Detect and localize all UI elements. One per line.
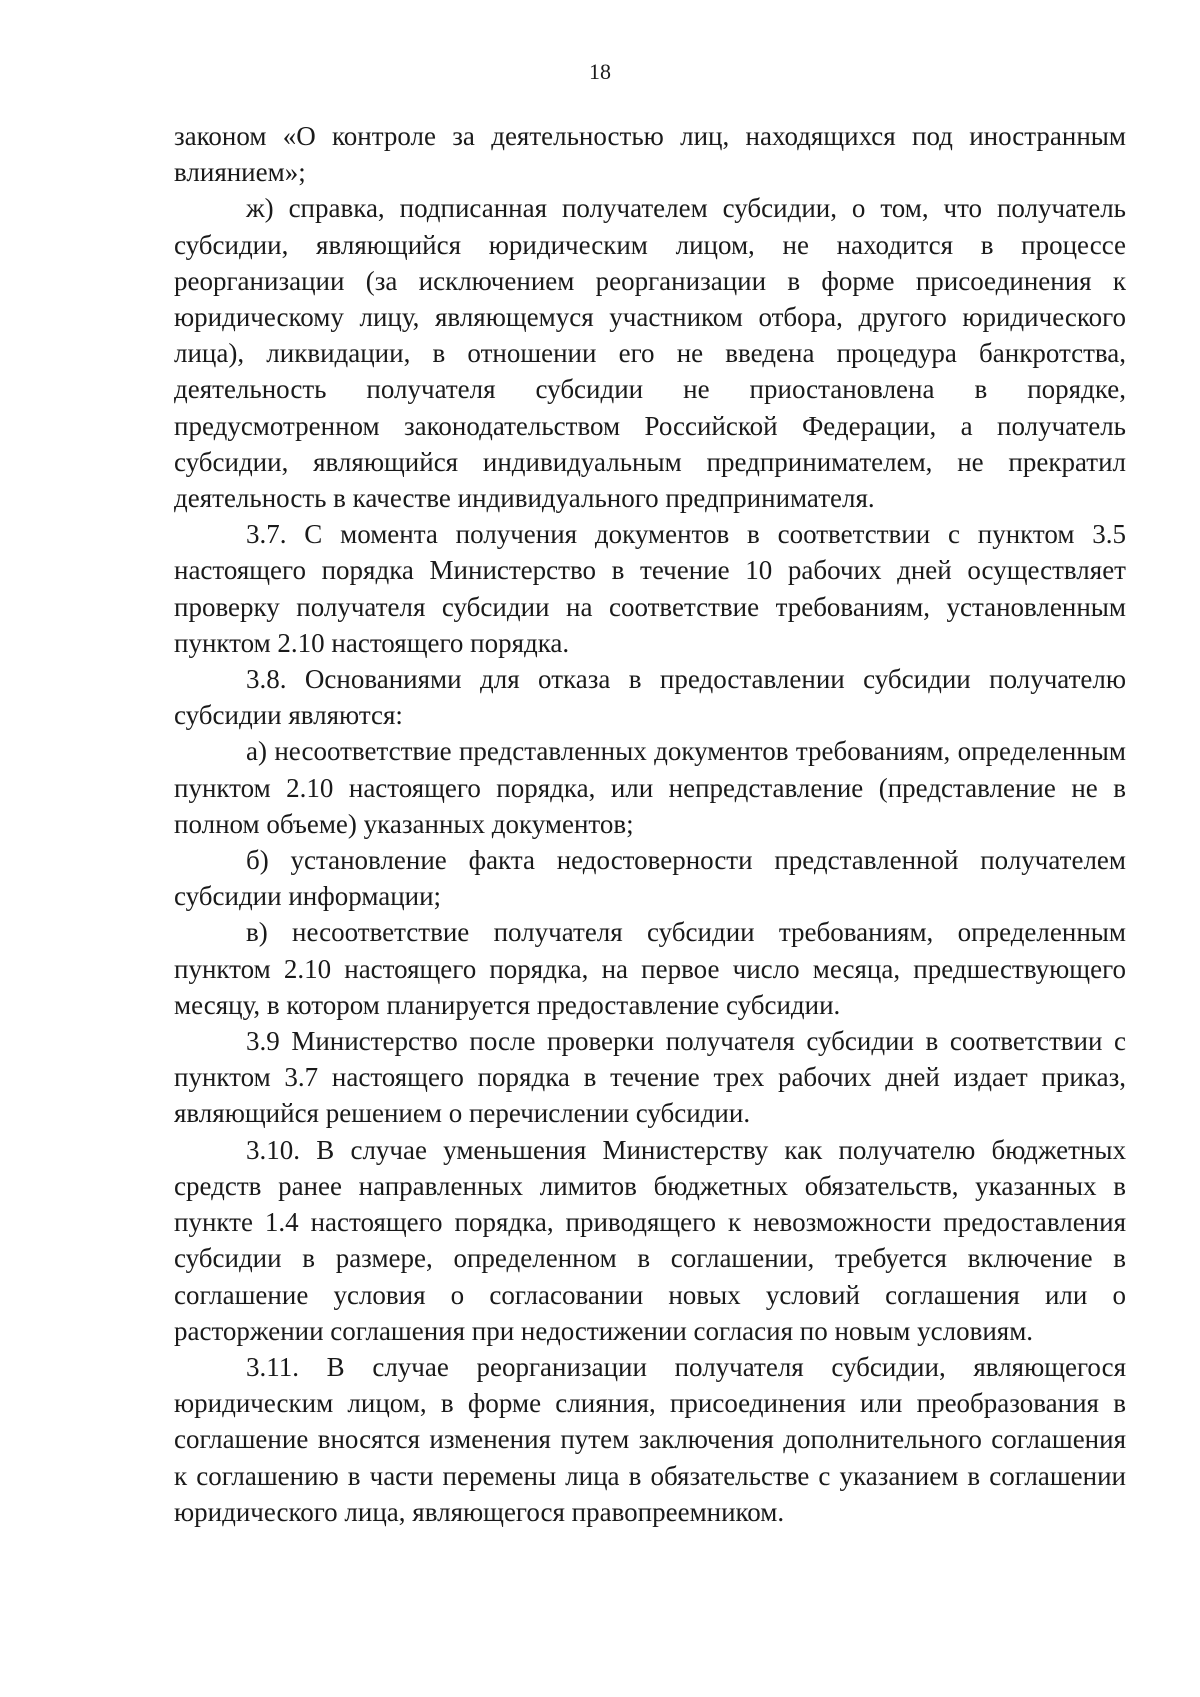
document-body	[174, 118, 1126, 1530]
paragraph-3-9: 3.9 Министерство после проверки получателя субсидии в соответствии с пунктом 3.7 настоящего порядка в течение трех рабочих дней издает приказ, являющийся решением о перечислении субсидии.	[174, 1026, 1126, 1129]
paragraph-item-zh: ж) справка, подписанная получателем субсидии, о том, что получатель субсидии, являющийся юридическим лицом, не находится в процессе реорганизации (за исключением реорганизации в форме присоединения к юридическому лицу, являющемуся участником отбора, другого юридического лица), ликвидации, в отношении его не введена процедура банкротства, деятельность получателя субсидии не приостановлена в порядке, предусмотренном законодательством Российской Федерации, а получатель субсидии, являющийся индивидуальным предпринимателем, не прекратил деятельность в качестве индивидуального предпринимателя.	[174, 193, 1126, 514]
paragraph-3-8: 3.8. Основаниями для отказа в предоставлении субсидии получателю субсидии являются:	[174, 664, 1126, 731]
paragraph-3-7: 3.7. С момента получения документов в соответствии с пунктом 3.5 настоящего порядка Министерство в течение 10 рабочих дней осуществляет проверку получателя субсидии на соответствие требованиям, установленным пунктом 2.10 настоящего порядка.	[174, 519, 1126, 658]
paragraph-continuation: законом «О контроле за деятельностью лиц, находящихся под иностранным влиянием»;	[174, 121, 1126, 188]
page-number: 18	[589, 59, 611, 84]
paragraph-3-11: 3.11. В случае реорганизации получателя субсидии, являющегося юридическим лицом, в форме слияния, присоединения или преобразования в соглашение вносятся изменения путем заключения дополнительного соглашения к соглашению в части перемены лица в обязательстве с указанием в соглашении юридического лица, являющегося правопреемником.	[174, 1351, 1126, 1527]
paragraph-item-v: в) несоответствие получателя субсидии требованиям, определенным пунктом 2.10 настоящего порядка, на первое число месяца, предшествующего месяцу, в котором планируется предоставление субсидии.	[174, 917, 1126, 1020]
paragraph-item-a: а) несоответствие представленных документов требованиям, определенным пунктом 2.10 настоящего порядка, или непредставление (представление не в полном объеме) указанных документов;	[174, 736, 1126, 839]
paragraph-item-b: б) установление факта недостоверности представленной получателем субсидии информации;	[174, 845, 1126, 912]
paragraph-3-10: 3.10. В случае уменьшения Министерству как получателю бюджетных средств ранее направленных лимитов бюджетных обязательств, указанных в пункте 1.4 настоящего порядка, приводящего к невозможности предоставления субсидии в размере, определенном в соглашении, требуется включение в соглашение условия о согласовании новых условий соглашения или о расторжении соглашения при недостижении согласия по новым условиям.	[174, 1134, 1126, 1346]
